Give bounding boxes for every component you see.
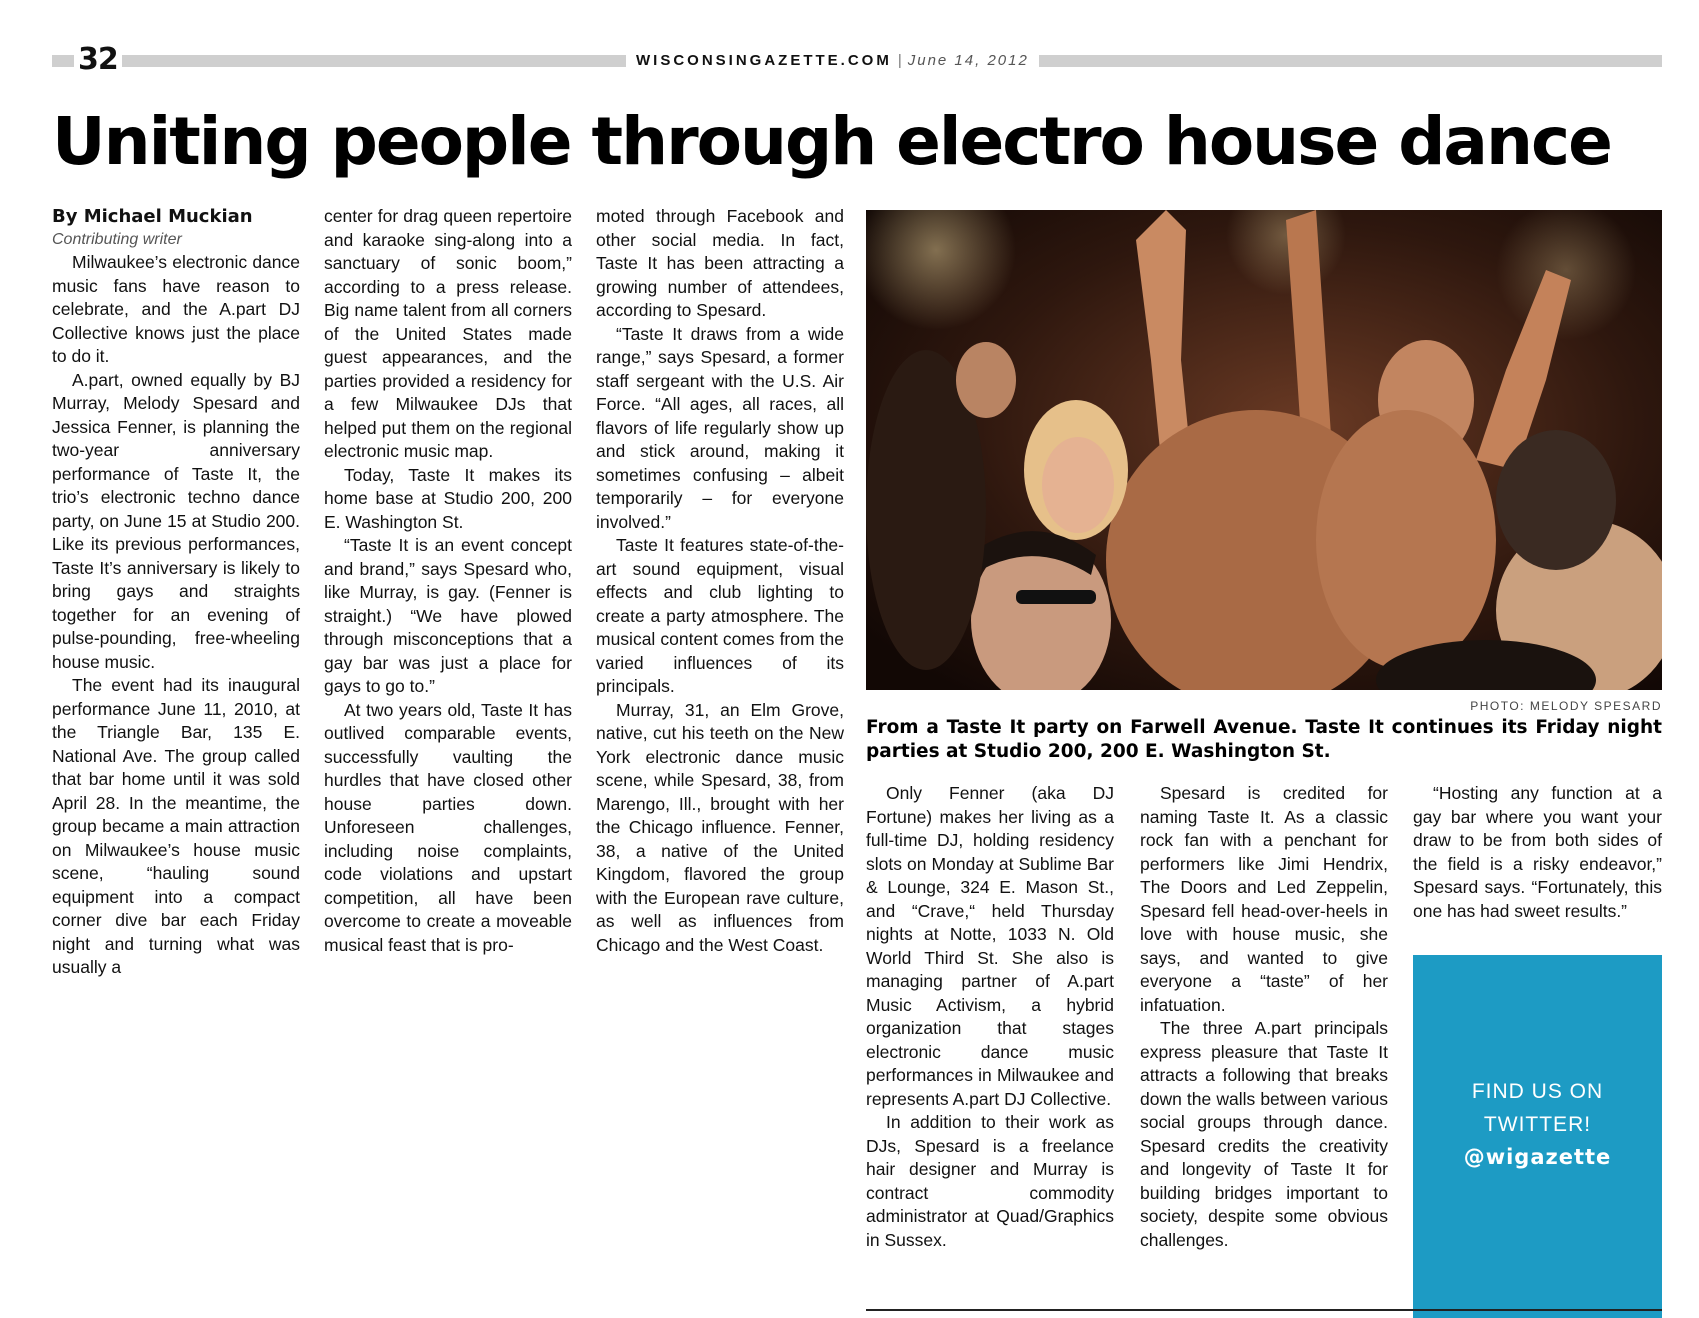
article-column-6: [1413, 782, 1662, 923]
paragraph: At two years old, Taste It has outlived comparable events, successfully vaulting the hurdles that have closed other house parties down. Unforeseen challenges, including noise complaints, code violations and upstart competition, all have been overcome to create a moveable musical feast that is pro-: [324, 699, 572, 955]
paragraph: Murray, 31, an Elm Grove, native, cut his teeth on the New York electronic dance music scene, while Spesard, 38, from Marengo, Ill., brought with her the Chicago influence. Fenner, 38, a native of the United Kingdom, flavored the group with the European rave culture, as well as influences from Chicago and the West Coast.: [596, 699, 844, 955]
article-column-5: [1140, 782, 1388, 1252]
photo-credit: PHOTO: MELODY SPESARD: [1470, 699, 1662, 713]
masthead-separator: |: [897, 52, 902, 69]
paragraph: Taste It features state-of-the-art sound equipment, visual effects and club lighting to create a party atmosphere. The musical content comes from the varied influences of its principals.: [596, 535, 844, 696]
site-name[interactable]: WISCONSINGAZETTE.COM: [636, 52, 892, 69]
page-number: 32: [74, 44, 122, 76]
paragraph: A.part, owned equally by BJ Murray, Melody Spesard and Jessica Fenner, is planning the two-year anniversary performance of Taste It, the trio’s electronic techno dance party, on June 15 at Studio 200. Like its previous performances, Taste It’s anniversary is likely to bring gays and straights together for an evening of pulse-pounding, free-wheeling house music.: [52, 369, 300, 672]
article-column-1: [52, 205, 300, 980]
paragraph: Today, Taste It makes its home base at Studio 200, 200 E. Washington St.: [324, 464, 572, 532]
headline: Uniting people through electro house dance: [52, 103, 1611, 180]
party-photo: [866, 210, 1662, 690]
paragraph: Milwaukee’s electronic dance music fans have reason to celebrate, and the A.part DJ Collective knows just the place to do it.: [52, 252, 300, 366]
paragraph: In addition to their work as DJs, Spesard is a freelance hair designer and Murray is contract commodity administrator at Quad/Graphics in Sussex.: [866, 1112, 1114, 1250]
paragraph: center for drag queen repertoire and karaoke sing-along into a sanctuary of sonic boom,” according to a press release. Big name talent from all corners of the United States made guest appearances, and the parties provided a residency for a few Milwaukee DJs that helped put them on the regional electronic music map.: [324, 206, 572, 461]
paragraph: The three A.part principals express pleasure that Taste It attracts a following that breaks down the walls between various social groups through dance. Spesard credits the creativity and longevity of Taste It for building bridges important to society, despite some obvious challenges.: [1140, 1018, 1388, 1250]
paragraph: “Hosting any function at a gay bar where you want your draw to be from both sides of the field is a risky endeavor,” Spesard says. “Fortunately, this one has had sweet results.”: [1413, 783, 1662, 921]
byline: By Michael Muckian: [52, 206, 253, 227]
paragraph: Spesard is credited for naming Taste It. As a classic rock fan with a penchant for performers like Jimi Hendrix, The Doors and Led Zeppelin, Spesard fell head-over-heels in love with house music, she says, and wanted to give everyone a “taste” of her infatuation.: [1140, 783, 1388, 1015]
article-column-2: [324, 205, 572, 957]
twitter-promo-box[interactable]: [1413, 955, 1662, 1318]
masthead: [626, 52, 1039, 70]
promo-line-2: TWITTER!: [1483, 1113, 1592, 1136]
article-column-3: [596, 205, 844, 957]
promo-line-1: FIND US ON: [1471, 1080, 1604, 1103]
twitter-handle-link[interactable]: @wigazette: [1463, 1145, 1612, 1169]
paragraph: Only Fenner (aka DJ Fortune) makes her living as a full-time DJ, holding residency slots on Monday at Sublime Bar & Lounge, 324 E. Mason St., and “Crave,“ held Thursday nights at Notte, 1033 N. Old World Third St. She also is managing partner of A.part Music Activism, a hybrid organization that stages electronic dance music performances in Milwaukee and represents A.part DJ Collective.: [866, 783, 1114, 1109]
issue-date: June 14, 2012: [907, 52, 1029, 69]
paragraph: “Taste It is an event concept and brand,” says Spesard who, like Murray, is gay. (Fenner is straight.) “We have plowed through misconceptions that a gay bar was just a place for gays to go to.”: [324, 535, 572, 696]
byline-role: Contributing writer: [52, 231, 182, 248]
paragraph: moted through Facebook and other social media. In fact, Taste It has been attracting a growing number of attendees, according to Spesard.: [596, 206, 844, 320]
paragraph: “Taste It draws from a wide range,” says Spesard, a former staff sergeant with the U.S. Air Force. “All ages, all races, all flavors of life regularly show up and stick around, making it sometimes confusing – albeit temporarily – for everyone involved.”: [596, 323, 844, 532]
article-column-4: [866, 782, 1114, 1252]
paragraph: The event had its inaugural performance June 11, 2010, at the Triangle Bar, 135 E. National Ave. The group called that bar home until it was sold April 28. In the meantime, the group became a main attraction on Milwaukee’s house music scene, “hauling sound equipment into a compact corner dive bar each Friday night and turning what was usually a: [52, 675, 300, 977]
photo-caption: From a Taste It party on Farwell Avenue. Taste It continues its Friday night parties at Studio 200, 200 E. Washington St.: [866, 717, 1662, 762]
